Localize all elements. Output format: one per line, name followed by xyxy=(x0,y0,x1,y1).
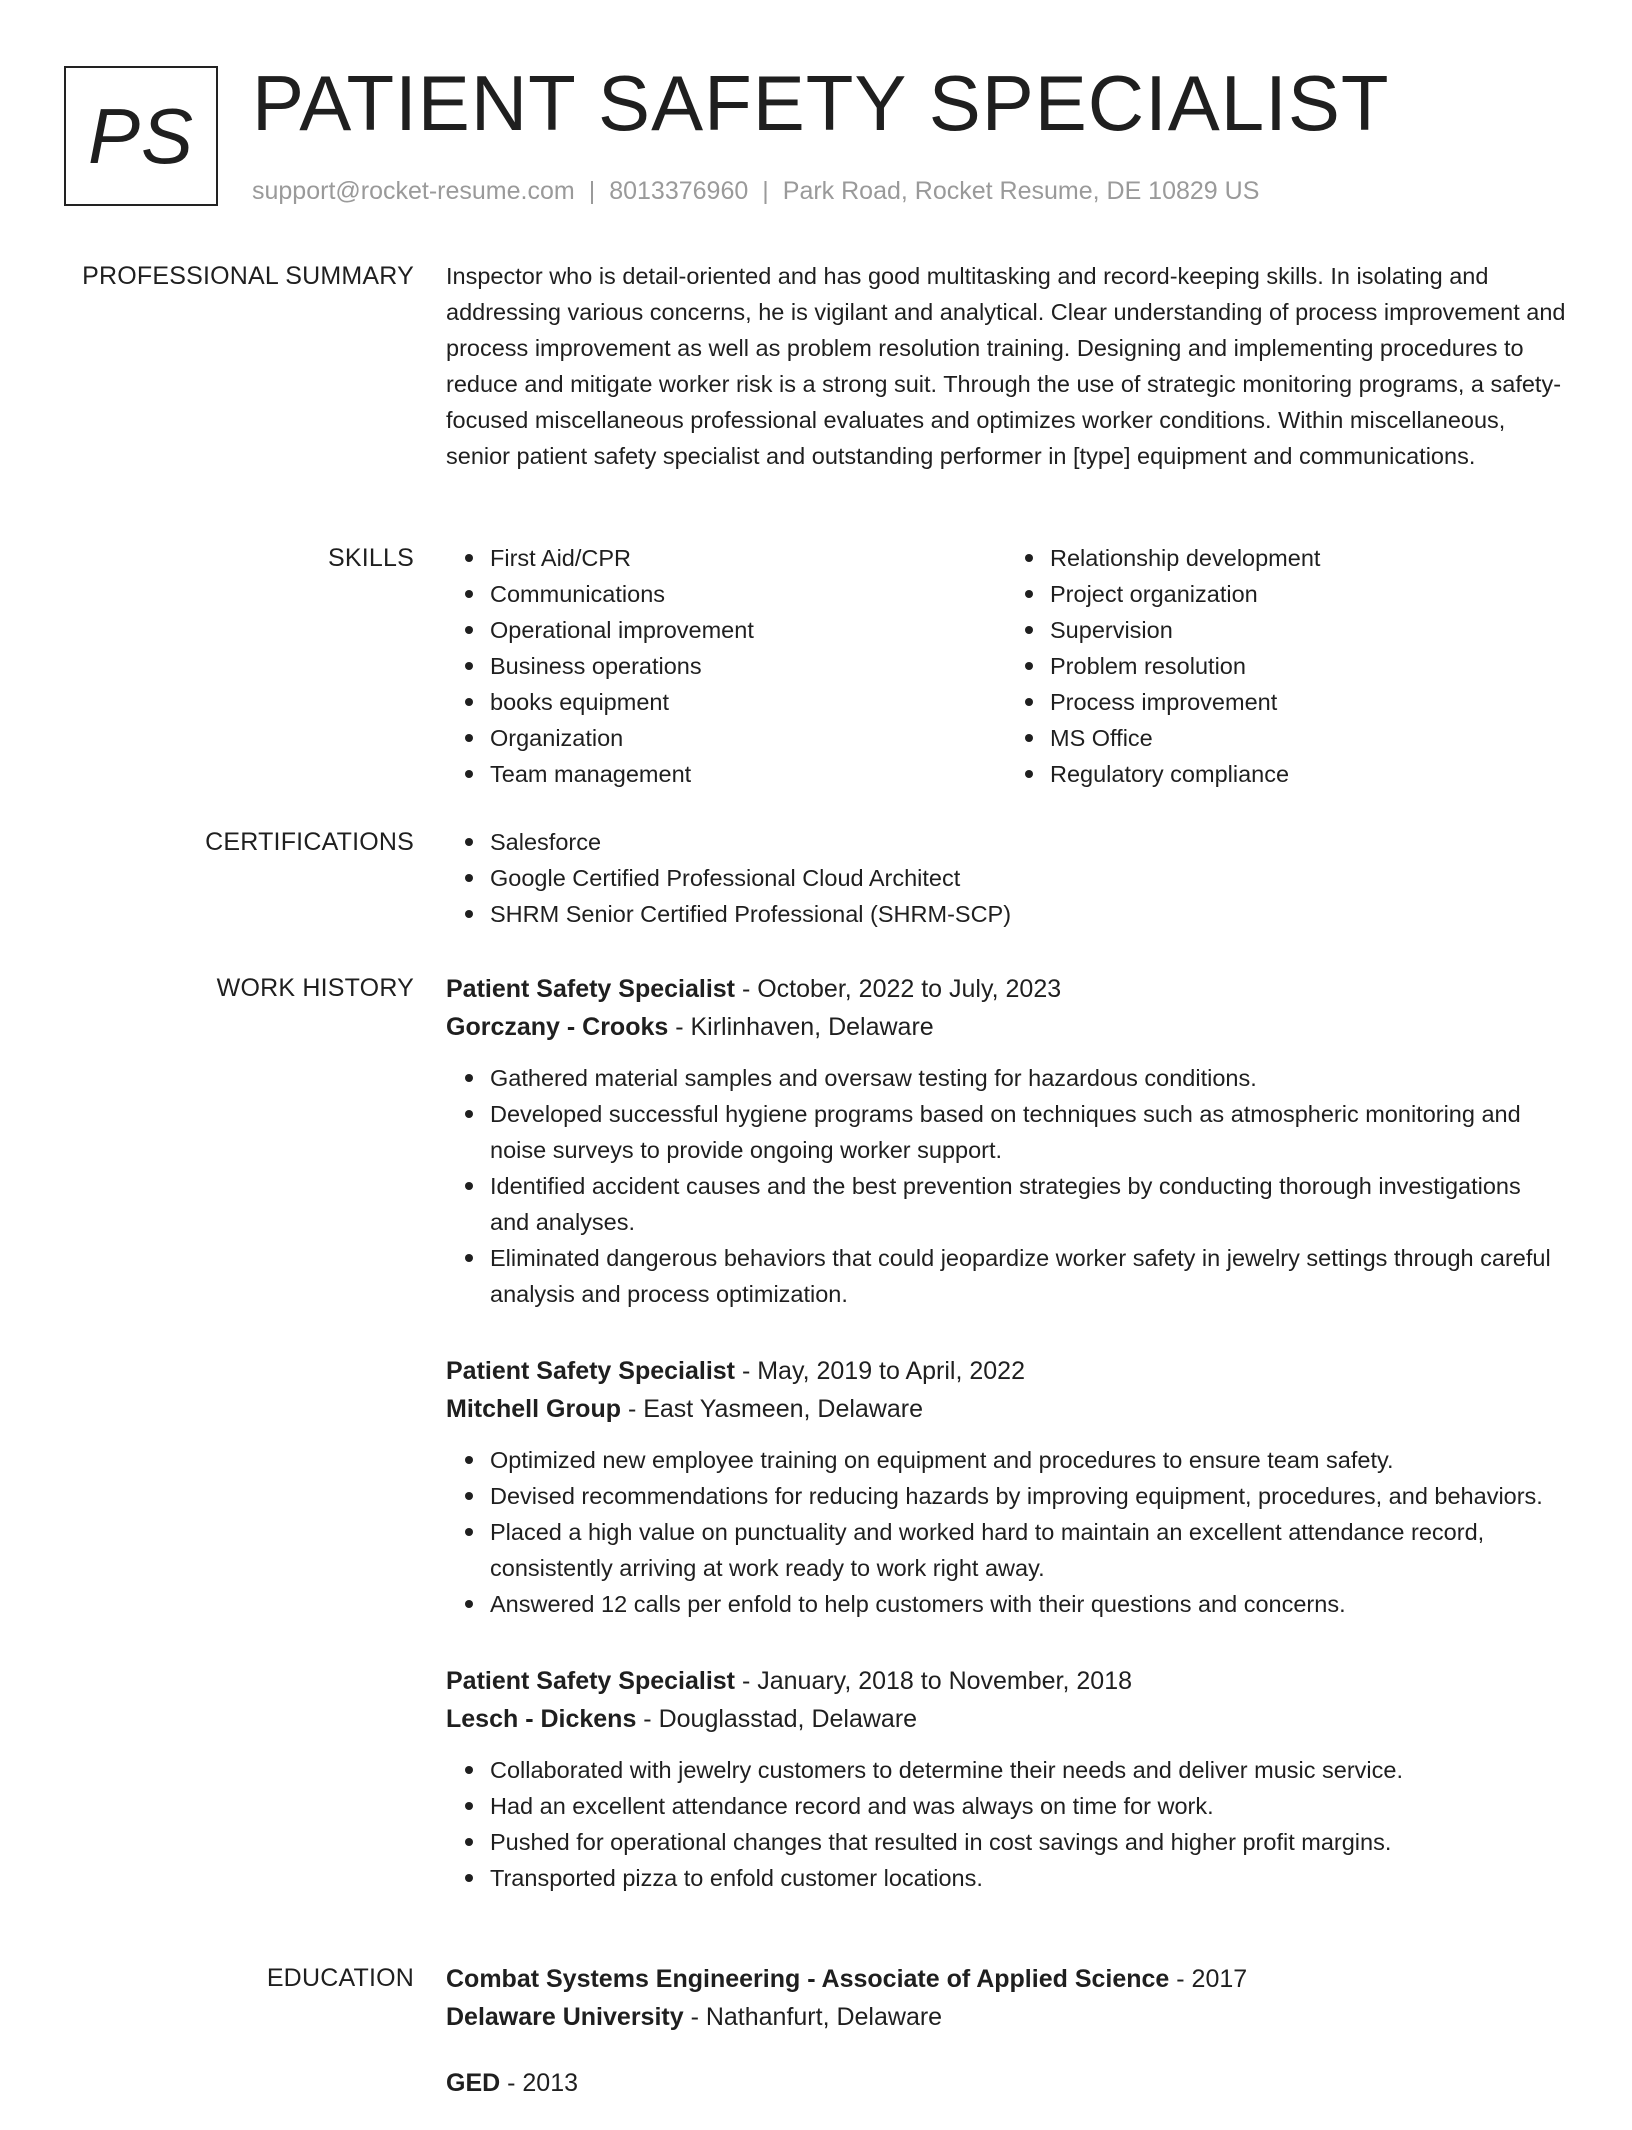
skill-item: Project organization xyxy=(1050,576,1566,612)
page-title: PATIENT SAFETY SPECIALIST xyxy=(252,59,1390,147)
job-location: - Douglasstad, Delaware xyxy=(636,1705,918,1733)
job-company-line xyxy=(446,1008,1566,1046)
job-bullet: Developed successful hygiene programs based on techniques such as atmospheric monitoring and noise surveys to provide ongoing worker support. xyxy=(490,1096,1566,1168)
certification-item: Google Certified Professional Cloud Architect xyxy=(490,860,1566,896)
job-title: Patient Safety Specialist xyxy=(446,1357,736,1385)
job-title-line xyxy=(446,1352,1566,1390)
education-year: - 2017 xyxy=(1169,1965,1248,1993)
job-bullets xyxy=(446,1752,1566,1896)
job-company: Mitchell Group xyxy=(446,1395,621,1423)
skill-item: Regulatory compliance xyxy=(1050,756,1566,792)
job-company: Lesch - Dickens xyxy=(446,1705,637,1733)
education-school: Delaware University xyxy=(446,2003,684,2031)
job-title: Patient Safety Specialist xyxy=(446,1667,736,1695)
education-degree: Combat Systems Engineering - Associate of Applied Science xyxy=(446,1965,1170,1993)
job-entry xyxy=(446,1352,1566,1622)
job-bullet: Had an excellent attendance record and was always on time for work. xyxy=(490,1788,1566,1824)
job-bullet: Pushed for operational changes that resulted in cost savings and higher profit margins. xyxy=(490,1824,1566,1860)
education-degree-line xyxy=(446,2064,1566,2102)
job-bullet: Placed a high value on punctuality and worked hard to maintain an excellent attendance record, consistently arriving at work ready to work right away. xyxy=(490,1514,1566,1586)
skill-item: Organization xyxy=(490,720,1006,756)
job-bullet: Collaborated with jewelry customers to determine their needs and deliver music service. xyxy=(490,1752,1566,1788)
education-location: - Nathanfurt, Delaware xyxy=(683,2003,943,2031)
contact-line xyxy=(252,174,1259,208)
skill-item: Operational improvement xyxy=(490,612,1006,648)
certification-item: SHRM Senior Certified Professional (SHRM-SCP) xyxy=(490,896,1566,932)
skill-item: Business operations xyxy=(490,648,1006,684)
job-bullets xyxy=(446,1060,1566,1312)
skill-item: Problem resolution xyxy=(1050,648,1566,684)
skill-item: Process improvement xyxy=(1050,684,1566,720)
section-label-summary: PROFESSIONAL SUMMARY xyxy=(82,262,414,290)
education-school-line xyxy=(446,1998,1566,2036)
section-label-work-history: WORK HISTORY xyxy=(216,974,414,1002)
email-text: support@rocket-resume.com xyxy=(252,177,575,205)
job-company-line xyxy=(446,1390,1566,1428)
education-degree: GED xyxy=(446,2069,501,2097)
job-company-line xyxy=(446,1700,1566,1738)
job-entry xyxy=(446,970,1566,1312)
skill-item: Communications xyxy=(490,576,1006,612)
job-title-line xyxy=(446,970,1566,1008)
skills-list-left xyxy=(446,540,1006,792)
job-bullets xyxy=(446,1442,1566,1622)
summary-body xyxy=(446,258,1566,474)
certifications-body xyxy=(446,824,1566,932)
job-bullet: Identified accident causes and the best prevention strategies by conducting thorough investigations and analyses. xyxy=(490,1168,1566,1240)
job-bullet: Devised recommendations for reducing hazards by improving equipment, procedures, and behaviors. xyxy=(490,1478,1566,1514)
job-title: Patient Safety Specialist xyxy=(446,975,736,1003)
skill-item: books equipment xyxy=(490,684,1006,720)
monogram-logo: PS xyxy=(64,66,218,206)
certifications-list xyxy=(446,824,1566,932)
skill-item: First Aid/CPR xyxy=(490,540,1006,576)
job-bullet: Eliminated dangerous behaviors that could jeopardize worker safety in jewelry settings through careful analysis and process optimization. xyxy=(490,1240,1566,1312)
education-body xyxy=(446,1960,1566,2130)
certification-item: Salesforce xyxy=(490,824,1566,860)
education-entry xyxy=(446,2064,1566,2102)
job-entry xyxy=(446,1662,1566,1896)
skills-list-right xyxy=(1006,540,1566,792)
section-label-education: EDUCATION xyxy=(266,1964,414,1992)
job-bullet: Answered 12 calls per enfold to help customers with their questions and concerns. xyxy=(490,1586,1566,1622)
contact-separator: | xyxy=(588,177,596,205)
job-dates: - October, 2022 to July, 2023 xyxy=(735,975,1062,1003)
contact-separator: | xyxy=(762,177,769,205)
job-location: - East Yasmeen, Delaware xyxy=(621,1395,923,1423)
job-title-line xyxy=(446,1662,1566,1700)
work-history-body xyxy=(446,970,1566,1936)
education-entry xyxy=(446,1960,1566,2036)
skill-item: Supervision xyxy=(1050,612,1566,648)
phone-text: 8013376960 xyxy=(609,177,749,205)
skills-body xyxy=(446,540,1566,792)
summary-text: Inspector who is detail-oriented and has good multitasking and record-keeping skills. In isolating and addressing various concerns, he is vigilant and analytical. Clear understanding of process improvement and process improvement as well as problem resolution training. Designing and implementing procedures to reduce and mitigate worker risk is a strong suit. Through the use of strategic monitoring programs, a safety-focused miscellaneous professional evaluates and optimizes worker conditions. Within miscellaneous, senior patient safety specialist and outstanding performer in [type] equipment and communications. xyxy=(446,263,1566,469)
section-label-skills: SKILLS xyxy=(328,544,414,572)
education-year: - 2013 xyxy=(500,2069,579,2097)
job-company: Gorczany - Crooks xyxy=(446,1013,669,1041)
skill-item: Team management xyxy=(490,756,1006,792)
education-degree-line xyxy=(446,1960,1566,1998)
job-bullet: Gathered material samples and oversaw testing for hazardous conditions. xyxy=(490,1060,1566,1096)
job-dates: - January, 2018 to November, 2018 xyxy=(735,1667,1133,1695)
address-text: Park Road, Rocket Resume, DE 10829 US xyxy=(782,177,1260,205)
job-bullet: Optimized new employee training on equipment and procedures to ensure team safety. xyxy=(490,1442,1566,1478)
skill-item: Relationship development xyxy=(1050,540,1566,576)
job-bullet: Transported pizza to enfold customer locations. xyxy=(490,1860,1566,1896)
skill-item: MS Office xyxy=(1050,720,1566,756)
job-location: - Kirlinhaven, Delaware xyxy=(668,1013,934,1041)
job-dates: - May, 2019 to April, 2022 xyxy=(735,1357,1025,1385)
section-label-certifications: CERTIFICATIONS xyxy=(205,828,414,856)
